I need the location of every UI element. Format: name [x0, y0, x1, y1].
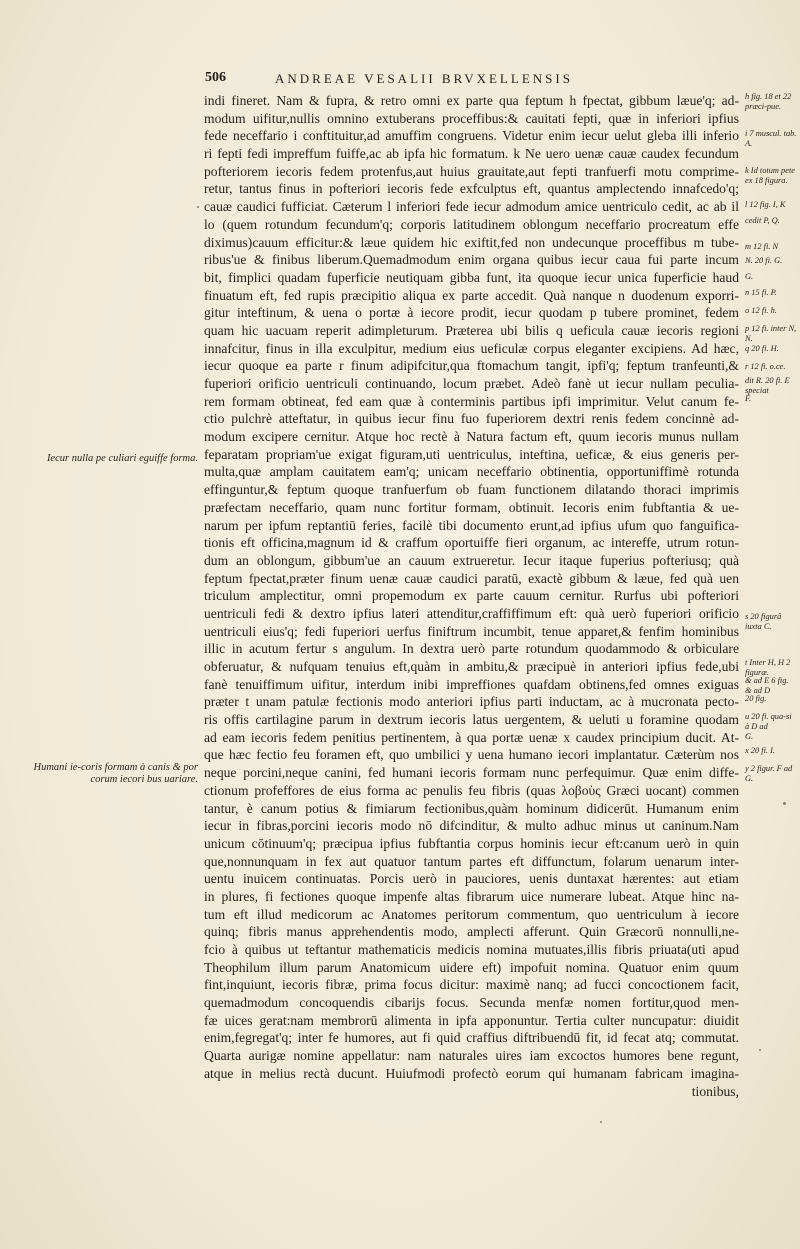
- right-margin-note: y 2 figur. F ad G.: [745, 764, 793, 783]
- text-line: enim,fegregat'q; inter fe humores, aut fi quid craffius diftribuendū fit, id fecat atq; commutat.: [204, 1030, 739, 1046]
- text-line: que hæc fectio feu foramen eft, quo umbilici y uena humano iecori implantatur. Cæterùm nos: [204, 747, 739, 763]
- right-margin-note: u 20 fi. qua-si à D ad: [745, 712, 792, 731]
- text-line: ctio pulchrè atteftatur, in quibus iecur finu fuo fuperiorem dextri renis fedem concinnè ad-: [204, 411, 739, 427]
- right-margin-note: l 12 fig. I, K: [745, 200, 786, 209]
- right-margin-note: h fig. 18 et 22 præci-pue.: [745, 92, 792, 111]
- text-line: feparatam propriam'ue exigat figuram,uti uentriculus, inteftina, ueficæ, & eius generis per-: [204, 446, 739, 462]
- right-margin-note: p 12 fi. inter N, N.: [745, 324, 797, 343]
- right-margin-note: o 12 fi. h.: [745, 306, 777, 315]
- text-line: atque in melius rectà ducunt. Huiufmodi profectò eorum qui humanam fabricam imagina-: [204, 1065, 739, 1081]
- right-margin-note: k Id totum pete ex 18 figura.: [745, 166, 796, 185]
- right-margin-note: N. 20 fi. G.: [745, 256, 783, 265]
- right-margin-note: G.: [745, 272, 754, 281]
- text-line: cauæ caudici fufficiat. Cæterum l inferiori fede iecur admodum amice uentriculo cedit, ac ab il: [204, 199, 739, 215]
- text-line: uentriculi eius'q; fedi fuperiori uerfus finiftrum incumbit, tenue apparet,& fenfim hominibus: [204, 623, 739, 639]
- text-line: illic in acutum fertur s angulum. In dextra uerò parte rotundum quodammodo & orbiculare: [204, 641, 739, 657]
- right-margin-note: cedit P, Q.: [745, 216, 780, 225]
- text-line: præfectam neceffario, quam nunc fortitur formam, obtinuit. Iecoris enim fubftantia & ue-: [204, 499, 739, 515]
- text-line: diximus)cauum efficitur:& læue quidem hic exiftit,fed non undecunque proceffibus m tube-: [204, 234, 739, 250]
- right-margin-note: i 7 muscul. tab. A.: [745, 129, 797, 148]
- text-line: pofteriorem iecoris fedem protenfus,aut huius grauitate,aut fepti tranfuerfi motu comprime-: [204, 163, 739, 179]
- text-line: fæ uices gerat:nam membrorū alimenta in ipfa apponuntur. Tertia culter nuncupatur: diuidit: [204, 1012, 739, 1028]
- text-line: iecur quoque ea parte r finum adipifcitur,qua ftomachum tangit, ipfi'q; feptum tranfeunti,&: [204, 358, 739, 374]
- text-line: quinq; fibris manus apprehendentis modo, amplecti afferunt. Quin Græcorū nonnulli,ne-: [204, 924, 739, 940]
- text-line: indi fineret. Nam & fupra, & retro omni ex parte qua feptum h fpectat, gibbum læue'q; ad-: [204, 93, 739, 108]
- text-line: bit, fimplici quadam fuperficie neutiquam gibba funt, ita quoque iecur unica fuperficie haud: [204, 269, 739, 285]
- text-line: innafcitur, finus in illa exculpitur, medium eius ueficulæ corpus eleganter excipiens. Ad hæc,: [204, 340, 739, 356]
- text-line: Theophilum illum parum Anatomicum uidere eft) impofuit nomina. Quatuor enim quum: [204, 959, 739, 975]
- text-line: in plures, fi fectiones quoque impenfe altas fibrarum uice numerare lubeat. Atque hinc na-: [204, 888, 739, 904]
- text-line: unicum cōtinuum'q; præcipua ipfius fubftantia corpus hominis iecur eft:canum uerò in quin: [204, 835, 739, 851]
- text-line: uentriculi fedi & dextro ipfius lateri attenditur,craffiffimum eft: quà uerò fuperiori orificio: [204, 605, 739, 621]
- text-line: neque porcini,neque canini, fed humani iecoris formam nunc perfequimur. Quæ enim diffe-: [204, 765, 739, 781]
- text-line: præter t unam patulæ fectionis modo anteriori ipfius parti inductam, ac à mucronata pecto-: [204, 694, 739, 710]
- text-line: tantur, è canum potius & fimiarum fectionibus,quàm hominum didicerūt. Humanum enim: [204, 800, 739, 816]
- text-line: finuatum eft, fed rupis præcipitio aliqua ex parte accedit. Quà nanque n duodenum exporri-: [204, 287, 739, 303]
- main-text-block: [204, 92, 739, 1100]
- text-line: dum an oblongum, gibbum'ue an cauum extrueretur. Iecur itaque fuperius pofteriusq; quà: [204, 552, 739, 568]
- text-line: tum eft illud medicorum ac Anatomes peritorum commentum, quo uentriculum à iecore: [204, 906, 739, 922]
- text-line: modum excipere cernitur. Atque hoc rectè à Natura factum eft, quum iecoris munus nullam: [204, 429, 739, 445]
- right-margin-note: 20 fig.: [745, 694, 767, 703]
- text-line: modum uifitur,nullis omnino extuberans proceffibus:& cauitati fepti, quæ in inferiori ipfius: [204, 110, 739, 126]
- running-head: [205, 70, 760, 92]
- text-line: Quarta aurigæ nomine appellatur: nam naturales uires iam excoctos humores bene regunt,: [204, 1048, 739, 1064]
- right-margin-note: dit R. 20 fi. E speciat: [745, 376, 790, 395]
- right-margin-note: r 12 fi. o.ce.: [745, 362, 786, 371]
- running-title: ANDREAE VESALII BRVXELLENSIS: [275, 71, 573, 86]
- right-margin-note: m 12 fi. N: [745, 242, 779, 251]
- text-line: gitur inteftinum, & uena o portæ à iecore prodit, iecur quodam p tubere prominet, fedem: [204, 305, 739, 321]
- text-line: fanè tenuiffimum uifitur, interdum inibi impreffiones quafdam obtinens,fed omnes exiguas: [204, 676, 739, 692]
- text-line: ribus'ue & finibus liberum.Quemadmodum enim organa quibus iecur caua fui parte incum: [204, 252, 739, 268]
- text-line: fcio à quibus ut teftantur mathematicis medicis nomina mutuates,illis fibris priuata(uti apud: [204, 942, 739, 957]
- right-margin-note: s 20 figurâ iuxta C.: [745, 612, 782, 631]
- text-line: effinguntur,& feptum quoque tranfuerfum ob fuam functionem dilatando thoraci imprimis: [204, 482, 739, 498]
- text-line: obferuatur, & nufquam tenuius eft,quàm in ambitu,& præcipuè in anteriori ipfius fede,ubi: [204, 659, 739, 674]
- right-margin-note: & ad E 6 fig. & ad D: [745, 676, 789, 695]
- text-line: feptum fpectat,præter finum uenæ cauæ caudici paratū, exactè gibbum & læue, fed quà uen: [204, 570, 739, 586]
- right-margin-note: q 20 fi. H.: [745, 344, 779, 353]
- text-line: que,nonnunquam in fex aut quatuor tantum partes eft diffunctum, folarum uenarum inter-: [204, 853, 739, 869]
- left-margin-note: Iecur nulla pe culiari eguiffe forma.: [46, 453, 198, 464]
- page-number: 506: [205, 70, 226, 85]
- text-line: uentu inuicem continuatas. Porcis uerò in pauciores, uenis duntaxat hærentes: aut etiam: [204, 871, 739, 887]
- text-line: multa,quæ amplam cauitatem eam'q; unicam neceffario obtinentia, opportuniffimè rotunda: [204, 464, 739, 480]
- text-line: retur, tantus finus in pofteriori iecoris fede exfculptus eft, quantus amplectendo innafcedo'q;: [204, 181, 739, 197]
- text-line: quemadmodum concoquendis cibarijs focus. Secunda menfæ nomen fortitur,quod men-: [204, 995, 739, 1011]
- right-margin-note: t Inter H, H 2 figuræ.: [745, 658, 791, 677]
- right-margin-note: G.: [745, 732, 754, 741]
- text-line: fint,inquiunt, iecoris fibræ, prima focus dicitur: maximè nanq; ad fucci concoctionem facit,: [204, 977, 739, 993]
- text-line: ad eam iecoris fedem penitius pertinentem, à qua portæ uenæ x caudex principium ducit. At-: [204, 729, 739, 745]
- text-line: iecur in fibras,porcini iecoris modo nō difcinditur, & multo adhuc minus ut caninum.Nam: [204, 818, 739, 834]
- text-line: quam hic uacuam reperit adimpleturum. Præterea ubi bilis q ueficula cauæ iecoris regioni: [204, 322, 739, 338]
- right-margin-note: F.: [745, 394, 752, 403]
- text-line: ris offis cartilagine parum in dextrum iecoris latus uergentem, & ueluti u foramine quodam: [204, 712, 739, 728]
- text-line: tionis eft officina,magnum id & craffum oportuiffe fieri organum, ac intereffe, utrum rotun-: [204, 535, 739, 551]
- text-line: tionibus,: [691, 1083, 739, 1099]
- text-line: fede neceffario i conftituitur,ad amuffim congruens. Videtur enim iecur uelut gleba illi inferio: [204, 128, 739, 144]
- text-line: narum per ipfum reptantiū feries, facilè tibi documento erunt,ad ipfius ufum quo fanguifica-: [204, 517, 739, 533]
- text-line: ctionum profeffores de eius forma ac penulis feu fibris (quas λοβοὺς Græci uocant) commen: [204, 782, 739, 798]
- left-margin-note: Humani ie-coris formam à canis & por corum iecori bus uariare.: [33, 762, 198, 785]
- text-line: fuperiori orificio uentriculi continuando, locum præbet. Adeò fanè ut iecur nullam peculia-: [204, 376, 739, 391]
- text-line: triculum amplectitur, omni propemodum ex parte cauum cernitur. Rurfus ubi pofteriori: [204, 588, 739, 604]
- right-margin-note: x 20 fi. I.: [745, 746, 776, 755]
- text-line: lo (quem rotundum fecundum'q; corporis latitudinem oblongum neceffario procreatum effe: [204, 216, 739, 232]
- right-margin-note: n 15 fi. P.: [745, 288, 777, 297]
- text-line: ri fepti fedi impreffum fuiffe,ac ab ipfa hic formatum. k Ne uero uenæ cauæ caudex fecundum: [204, 146, 739, 162]
- text-line: rem formam obtineat, fed eam quæ à conterminis partibus ipfi imprimitur. Velut canum fe-: [204, 393, 739, 409]
